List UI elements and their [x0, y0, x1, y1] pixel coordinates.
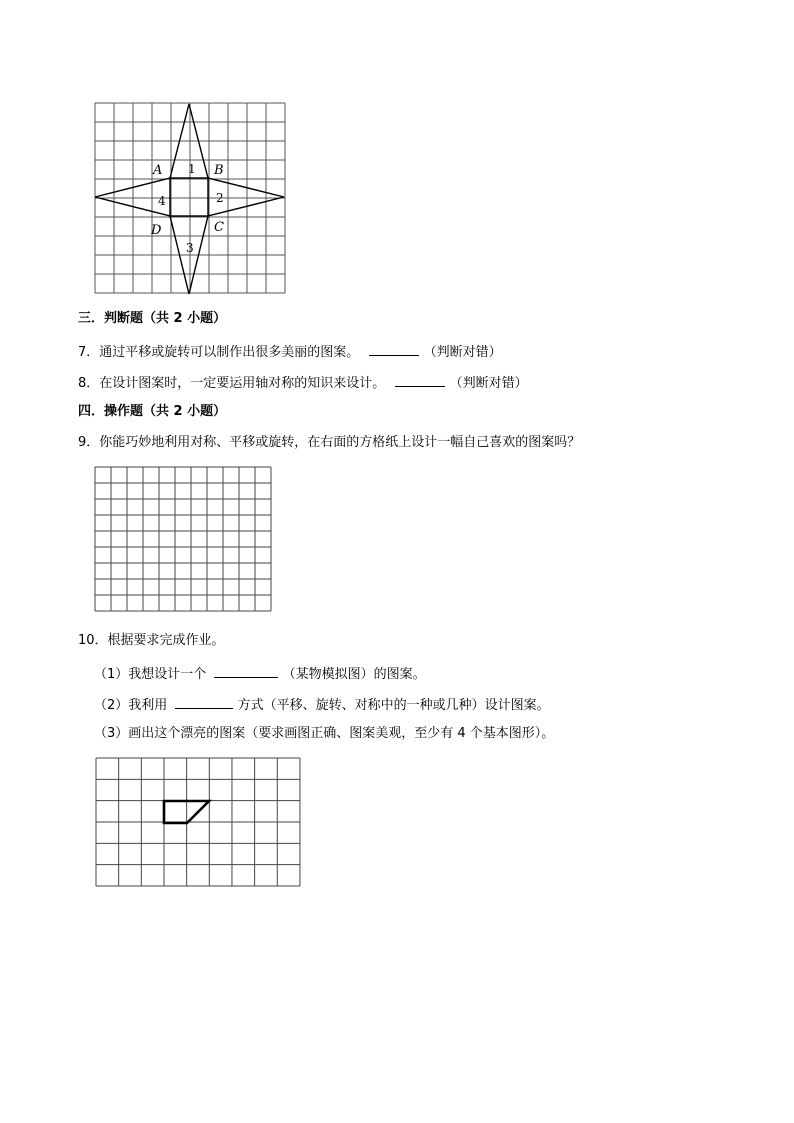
question-8-suffix: （判断对错） [449, 376, 528, 391]
star-grid-figure [94, 102, 286, 296]
question-10-part-2 [94, 694, 550, 715]
question-10-part-3: （3）画出这个漂亮的图案（要求画图正确、图案美观，至少有 4 个基本图形）。 [94, 726, 555, 741]
label-B: B [214, 163, 224, 178]
question-8-blank[interactable] [395, 372, 445, 387]
section-four-title: 四．操作题（共 2 小题） [78, 404, 227, 419]
part-1-blank[interactable] [214, 663, 278, 678]
part-1-prefix: （1）我想设计一个 [94, 667, 207, 682]
question-7-blank[interactable] [369, 341, 419, 356]
label-A: A [153, 163, 163, 178]
drawing-grid-q10 [95, 757, 302, 888]
question-10-text: 10．根据要求完成作业。 [78, 633, 225, 648]
part-1-suffix: （某物模拟图）的图案。 [282, 667, 426, 682]
label-2: 2 [216, 191, 224, 205]
question-7-text: 7．通过平移或旋转可以制作出很多美丽的图案。 [78, 345, 360, 360]
question-7-suffix: （判断对错） [423, 345, 502, 360]
question-8 [78, 372, 528, 393]
question-10-part-1 [94, 663, 426, 684]
label-3: 3 [186, 241, 194, 255]
question-7 [78, 341, 502, 362]
label-4: 4 [158, 194, 166, 208]
label-1: 1 [188, 162, 196, 176]
blank-grid-q9 [94, 466, 272, 616]
part-2-prefix: （2）我利用 [94, 698, 168, 713]
section-three-title: 三．判断题（共 2 小题） [78, 311, 227, 326]
question-8-text: 8．在设计图案时，一定要运用轴对称的知识来设计。 [78, 376, 386, 391]
question-9-text: 9．你能巧妙地利用对称、平移或旋转，在右面的方格纸上设计一幅自己喜欢的图案吗？ [78, 435, 581, 450]
center-square [170, 178, 208, 216]
part-2-blank[interactable] [175, 694, 233, 709]
label-D: D [151, 223, 162, 238]
label-C: C [214, 220, 224, 235]
part-2-suffix: 方式（平移、旋转、对称中的一种或几种）设计图案。 [237, 698, 550, 713]
